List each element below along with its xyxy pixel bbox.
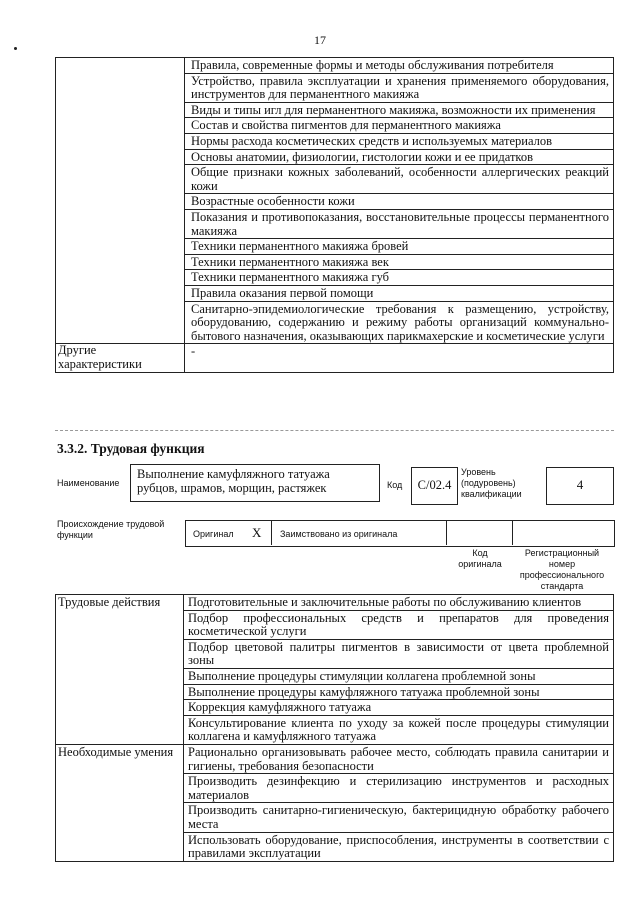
other-characteristics-row bbox=[56, 344, 614, 373]
code-label: Код bbox=[387, 480, 403, 490]
action-item: Подготовительные и заключительные работы по обслуживанию клиентов bbox=[184, 595, 614, 611]
knowledge-item: Устройство, правила эксплуатации и хранения применяемого оборудования, инструментов для перманентного макияжа bbox=[185, 73, 614, 102]
knowledge-item: Правила, современные формы и методы обслуживания потребителя bbox=[185, 58, 614, 74]
other-label: Другие характеристики bbox=[56, 344, 185, 373]
borrowed-label: Заимствовано из оригинала bbox=[280, 529, 398, 539]
knowledge-item: Состав и свойства пигментов для перманентного макияжа bbox=[185, 118, 614, 134]
knowledge-item: Техники перманентного макияжа губ bbox=[185, 270, 614, 286]
knowledge-item: Возрастные особенности кожи bbox=[185, 194, 614, 210]
page-separator bbox=[55, 430, 614, 431]
level-label: Уровень (подуровень) квалификации bbox=[461, 467, 522, 499]
skills-label: Необходимые умения bbox=[56, 744, 184, 861]
action-item: Консультирование клиента по уходу за кожей после процедуры стимуляции коллагена и камуфляжного татуажа bbox=[184, 715, 614, 744]
knowledge-item: Общие признаки кожных заболеваний, особенности аллергических реакций кожи bbox=[185, 165, 614, 194]
action-item: Коррекция камуфляжного татуажа bbox=[184, 700, 614, 716]
action-item: Выполнение процедуры стимуляции коллагена проблемной зоны bbox=[184, 668, 614, 684]
knowledge-item: Виды и типы игл для перманентного макияжа, возможности их применения bbox=[185, 102, 614, 118]
actions-label: Трудовые действия bbox=[56, 595, 184, 745]
skill-item: Рационально организовывать рабочее место, соблюдать правила санитарии и гигиены, требования безопасности bbox=[184, 744, 614, 773]
knowledge-item: Основы анатомии, физиологии, гистологии кожи и ее придатков bbox=[185, 149, 614, 165]
knowledge-item: Техники перманентного макияжа бровей bbox=[185, 239, 614, 255]
level-value: 4 bbox=[546, 467, 614, 505]
origin-divider-1 bbox=[446, 520, 447, 545]
action-item: Выполнение процедуры камуфляжного татуажа проблемной зоны bbox=[184, 684, 614, 700]
knowledge-item: Санитарно-эпидемиологические требования к размещению, устройству, оборудованию, содержанию и режиму работы организаций коммунально-бытового назначения, оказывающих парикмахерские и косметические услуги bbox=[185, 301, 614, 344]
skill-row bbox=[56, 744, 614, 773]
other-value: - bbox=[185, 344, 614, 373]
section-heading: 3.3.2. Трудовая функция bbox=[57, 441, 205, 456]
code-orig-label: Код оригинала bbox=[458, 548, 502, 569]
knowledge-item: Правила оказания первой помощи bbox=[185, 285, 614, 301]
skill-item: Производить санитарно-гигиеническую, бактерицидную обработку рабочего места bbox=[184, 803, 614, 832]
page-number: 17 bbox=[314, 33, 326, 47]
action-item: Подбор профессиональных средств и препаратов для проведения косметической услуги bbox=[184, 610, 614, 639]
skill-item: Производить дезинфекцию и стерилизацию инструментов и расходных материалов bbox=[184, 774, 614, 803]
original-mark: X bbox=[252, 525, 262, 540]
function-table bbox=[55, 594, 614, 862]
action-item: Подбор цветовой палитры пигментов в зависимости от цвета проблемной зоны bbox=[184, 639, 614, 668]
knowledge-row bbox=[56, 58, 614, 74]
code-value: C/02.4 bbox=[411, 467, 458, 505]
knowledge-left-cell bbox=[56, 58, 185, 344]
original-label: Оригинал bbox=[193, 529, 234, 539]
scan-dot bbox=[14, 47, 17, 50]
knowledge-item: Показания и противопоказания, восстановительные процессы перманентного макияжа bbox=[185, 209, 614, 238]
origin-label: Происхождение трудовой функции bbox=[57, 519, 165, 540]
name-value: Выполнение камуфляжного татуажа рубцов, шрамов, морщин, растяжек bbox=[130, 464, 380, 502]
action-row bbox=[56, 595, 614, 611]
skill-item: Использовать оборудование, приспособления, инструменты в соответствии с правилами эксплуатации bbox=[184, 832, 614, 861]
name-label: Наименование bbox=[57, 478, 120, 488]
knowledge-table bbox=[55, 57, 614, 373]
origin-divider-2 bbox=[512, 520, 513, 545]
reg-num-label: Регистрационный номер профессионального стандарта bbox=[519, 548, 605, 591]
knowledge-item: Техники перманентного макияжа век bbox=[185, 254, 614, 270]
knowledge-item: Нормы расхода косметических средств и используемых материалов bbox=[185, 133, 614, 149]
